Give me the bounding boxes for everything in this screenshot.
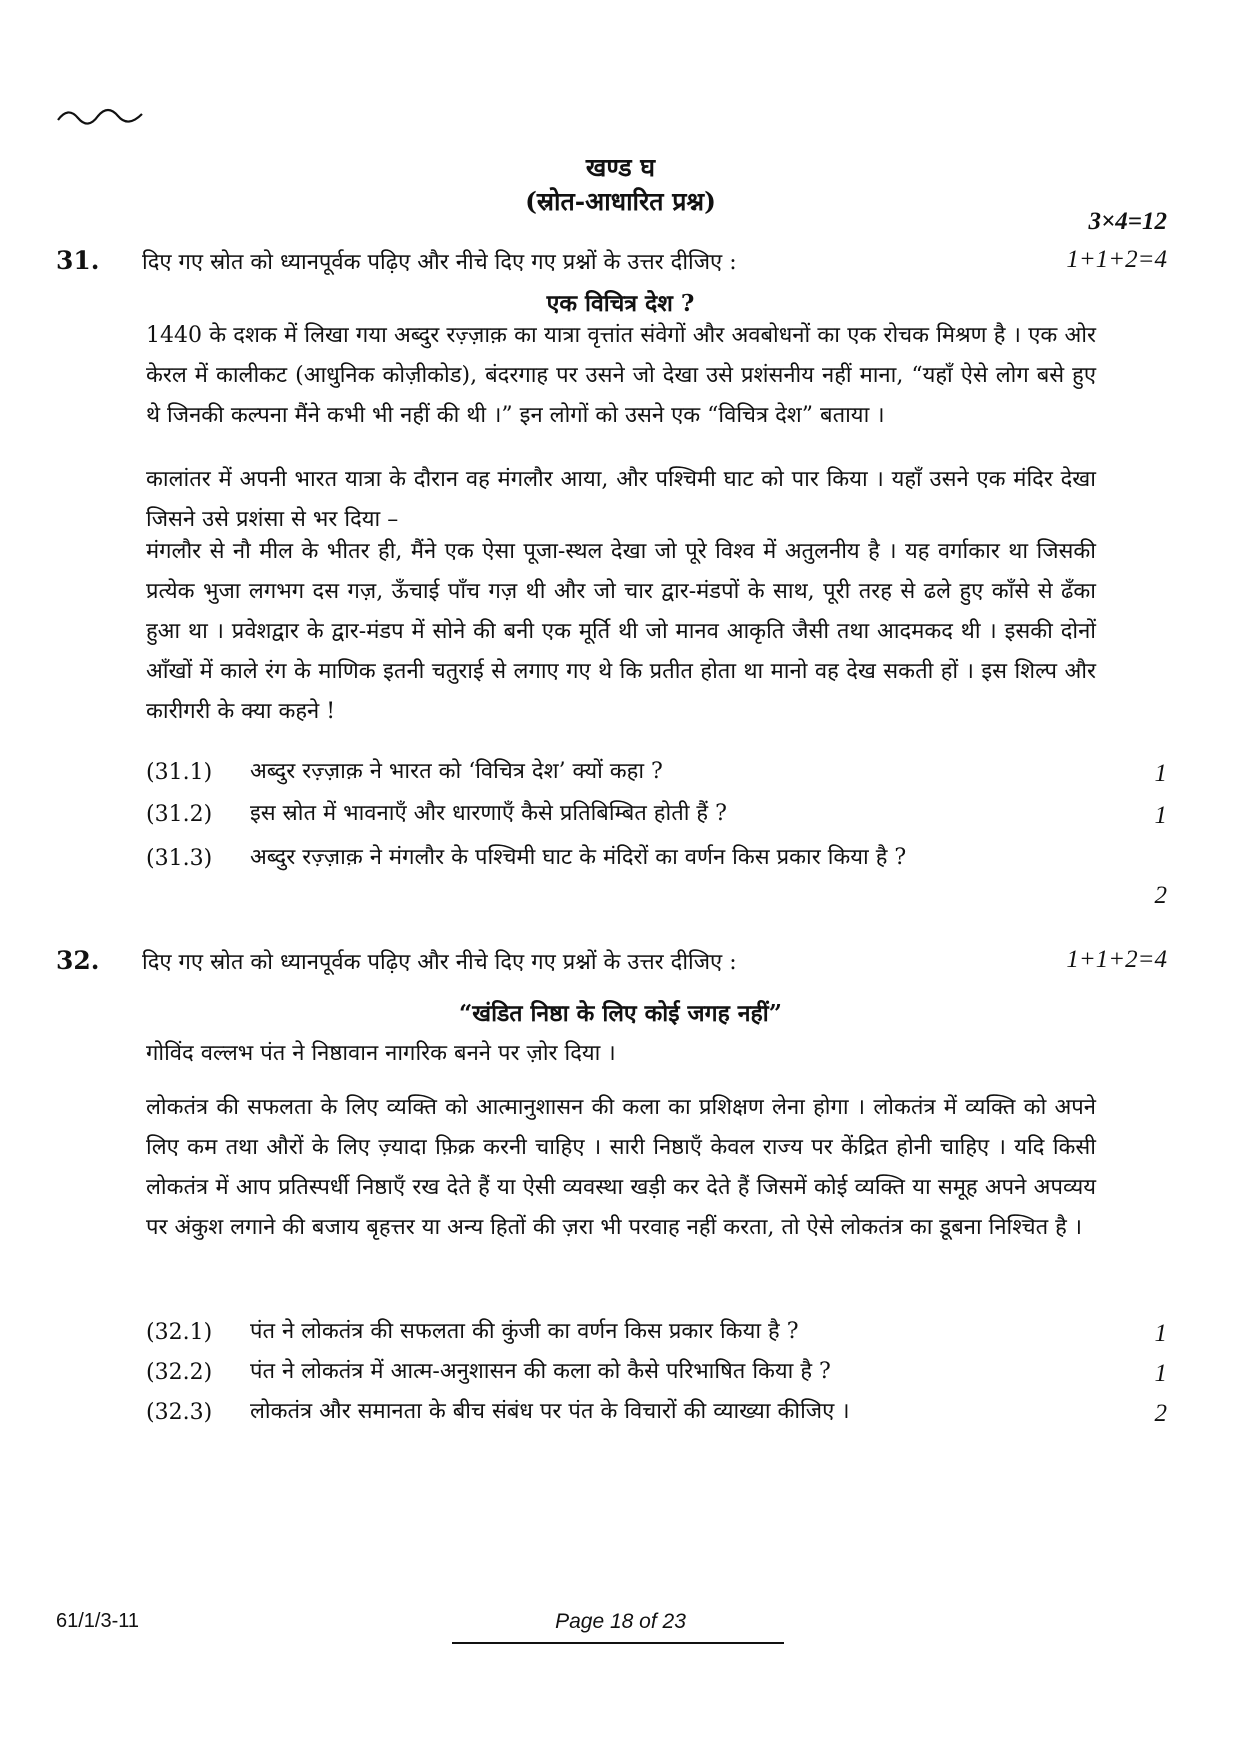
- question-32-number: 32.: [56, 946, 100, 975]
- question-31-instruction: दिए गए स्रोत को ध्यानपूर्वक पढ़िए और नीचे दिए गए प्रश्नों के उत्तर दीजिए :: [142, 250, 737, 275]
- subquestion-31-2-text: इस स्रोत में भावनाएँ और धारणाएँ कैसे प्रतिबिम्बित होती हैं ?: [250, 801, 727, 826]
- section-subtitle: (स्रोत-आधारित प्रश्न): [525, 187, 716, 216]
- subquestion-32-2-number: (32.2): [146, 1360, 213, 1385]
- subquestion-32-3-text: लोकतंत्र और समानता के बीच संबंध पर पंत के विचारों की व्याख्या कीजिए ।: [250, 1399, 850, 1424]
- section-marks: 3×4=12: [1088, 208, 1167, 235]
- subquestion-32-1-number: (32.1): [146, 1320, 213, 1345]
- paper-code: 61/1/3-11: [56, 1610, 140, 1632]
- subquestion-31-1-number: (31.1): [146, 760, 213, 785]
- question-31-marks: 1+1+2=4: [1066, 246, 1167, 273]
- subquestion-31-1-text: अब्दुर रज़्ज़ाक़ ने भारत को ‘विचित्र देश’ क्यों कहा ?: [250, 759, 663, 784]
- question-31-title: एक विचित्र देश ?: [546, 290, 695, 317]
- subquestion-32-3-marks: 2: [1154, 1400, 1167, 1427]
- question-32-title: “खंडित निष्ठा के लिए कोई जगह नहीं”: [459, 1000, 782, 1027]
- question-31-paragraph: 1440 के दशक में लिखा गया अब्दुर रज़्ज़ाक़ का यात्रा वृत्तांत संवेगों और अवबोधनों का एक रोचक मिश्रण है । एक ओर केरल में कालीकट (आधुनिक कोज़ीकोड), बंदरगाह पर उसने जो देखा उसे प्रशंसनीय नहीं माना, “यहाँ ऐसे लोग बसे हुए थे जिनकी कल्पना मैंने कभी भी नहीं की थी ।” इन लोगों को उसने एक “विचित्र देश” बताया ।: [146, 323, 1096, 428]
- subquestion-32-3-number: (32.3): [146, 1400, 213, 1425]
- question-31-paragraph: कालांतर में अपनी भारत यात्रा के दौरान वह मंगलौर आया, और पश्चिमी घाट को पार किया । यहाँ उसने एक मंदिर देखा जिसने उसे प्रशंसा से भर दिया –: [146, 467, 1096, 532]
- page-number: Page 18 of 23: [555, 1610, 686, 1633]
- question-32-marks: 1+1+2=4: [1066, 946, 1167, 973]
- subquestion-31-2-marks: 1: [1154, 802, 1167, 829]
- subquestion-31-2-number: (31.2): [146, 802, 213, 827]
- subquestion-31-1-marks: 1: [1154, 760, 1167, 787]
- section-title: खण्ड घ: [585, 153, 656, 182]
- subquestion-31-3-text: अब्दुर रज़्ज़ाक़ ने मंगलौर के पश्चिमी घाट के मंदिरों का वर्णन किस प्रकार किया है ?: [250, 845, 907, 870]
- question-31-paragraph: मंगलौर से नौ मील के भीतर ही, मैंने एक ऐसा पूजा-स्थल देखा जो पूरे विश्व में अतुलनीय है । यह वर्गाकार था जिसकी प्रत्येक भुजा लगभग दस गज़, ऊँचाई पाँच गज़ थी और जो चार द्वार-मंडपों के साथ, पूरी तरह से ढले हुए काँसे से ढँका हुआ था । प्रवेशद्वार के द्वार-मंडप में सोने की बनी एक मूर्ति थी जो मानव आकृति जैसी तथा आदमकद थी । इसकी दोनों आँखों में काले रंग के माणिक इतनी चतुराई से लगाए गए थे कि प्रतीत होता था मानो वह देख सकती हों । इस शिल्प और कारीगरी के क्या कहने !: [146, 539, 1096, 724]
- subquestion-32-1-marks: 1: [1154, 1320, 1167, 1347]
- subquestion-31-3-marks: 2: [1154, 882, 1167, 909]
- subquestion-32-2-text: पंत ने लोकतंत्र में आत्म-अनुशासन की कला को कैसे परिभाषित किया है ?: [250, 1359, 831, 1384]
- question-31-number: 31.: [56, 246, 100, 275]
- question-32-paragraph: गोविंद वल्लभ पंत ने निष्ठावान नागरिक बनने पर ज़ोर दिया ।: [146, 1041, 616, 1066]
- subquestion-32-1-text: पंत ने लोकतंत्र की सफलता की कुंजी का वर्णन किस प्रकार किया है ?: [250, 1319, 799, 1344]
- squiggle-mark-icon: [56, 100, 146, 130]
- question-32-paragraph: लोकतंत्र की सफलता के लिए व्यक्ति को आत्मानुशासन की कला का प्रशिक्षण लेना होगा । लोकतंत्र में व्यक्ति को अपने लिए कम तथा औरों के लिए ज़्यादा फ़िक्र करनी चाहिए । सारी निष्ठाएँ केवल राज्य पर केंद्रित होनी चाहिए । यदि किसी लोकतंत्र में आप प्रतिस्पर्धी निष्ठाएँ रख देते हैं या ऐसी व्यवस्था खड़ी कर देते हैं जिसमें कोई व्यक्ति या समूह अपने अपव्यय पर अंकुश लगाने की बजाय बृहत्तर या अन्य हितों की ज़रा भी परवाह नहीं करता, तो ऐसे लोकतंत्र का डूबना निश्चित है ।: [146, 1095, 1096, 1240]
- subquestion-31-3-number: (31.3): [146, 846, 213, 871]
- question-32-instruction: दिए गए स्रोत को ध्यानपूर्वक पढ़िए और नीचे दिए गए प्रश्नों के उत्तर दीजिए :: [142, 950, 737, 975]
- footer-divider: [452, 1642, 784, 1644]
- subquestion-32-2-marks: 1: [1154, 1360, 1167, 1387]
